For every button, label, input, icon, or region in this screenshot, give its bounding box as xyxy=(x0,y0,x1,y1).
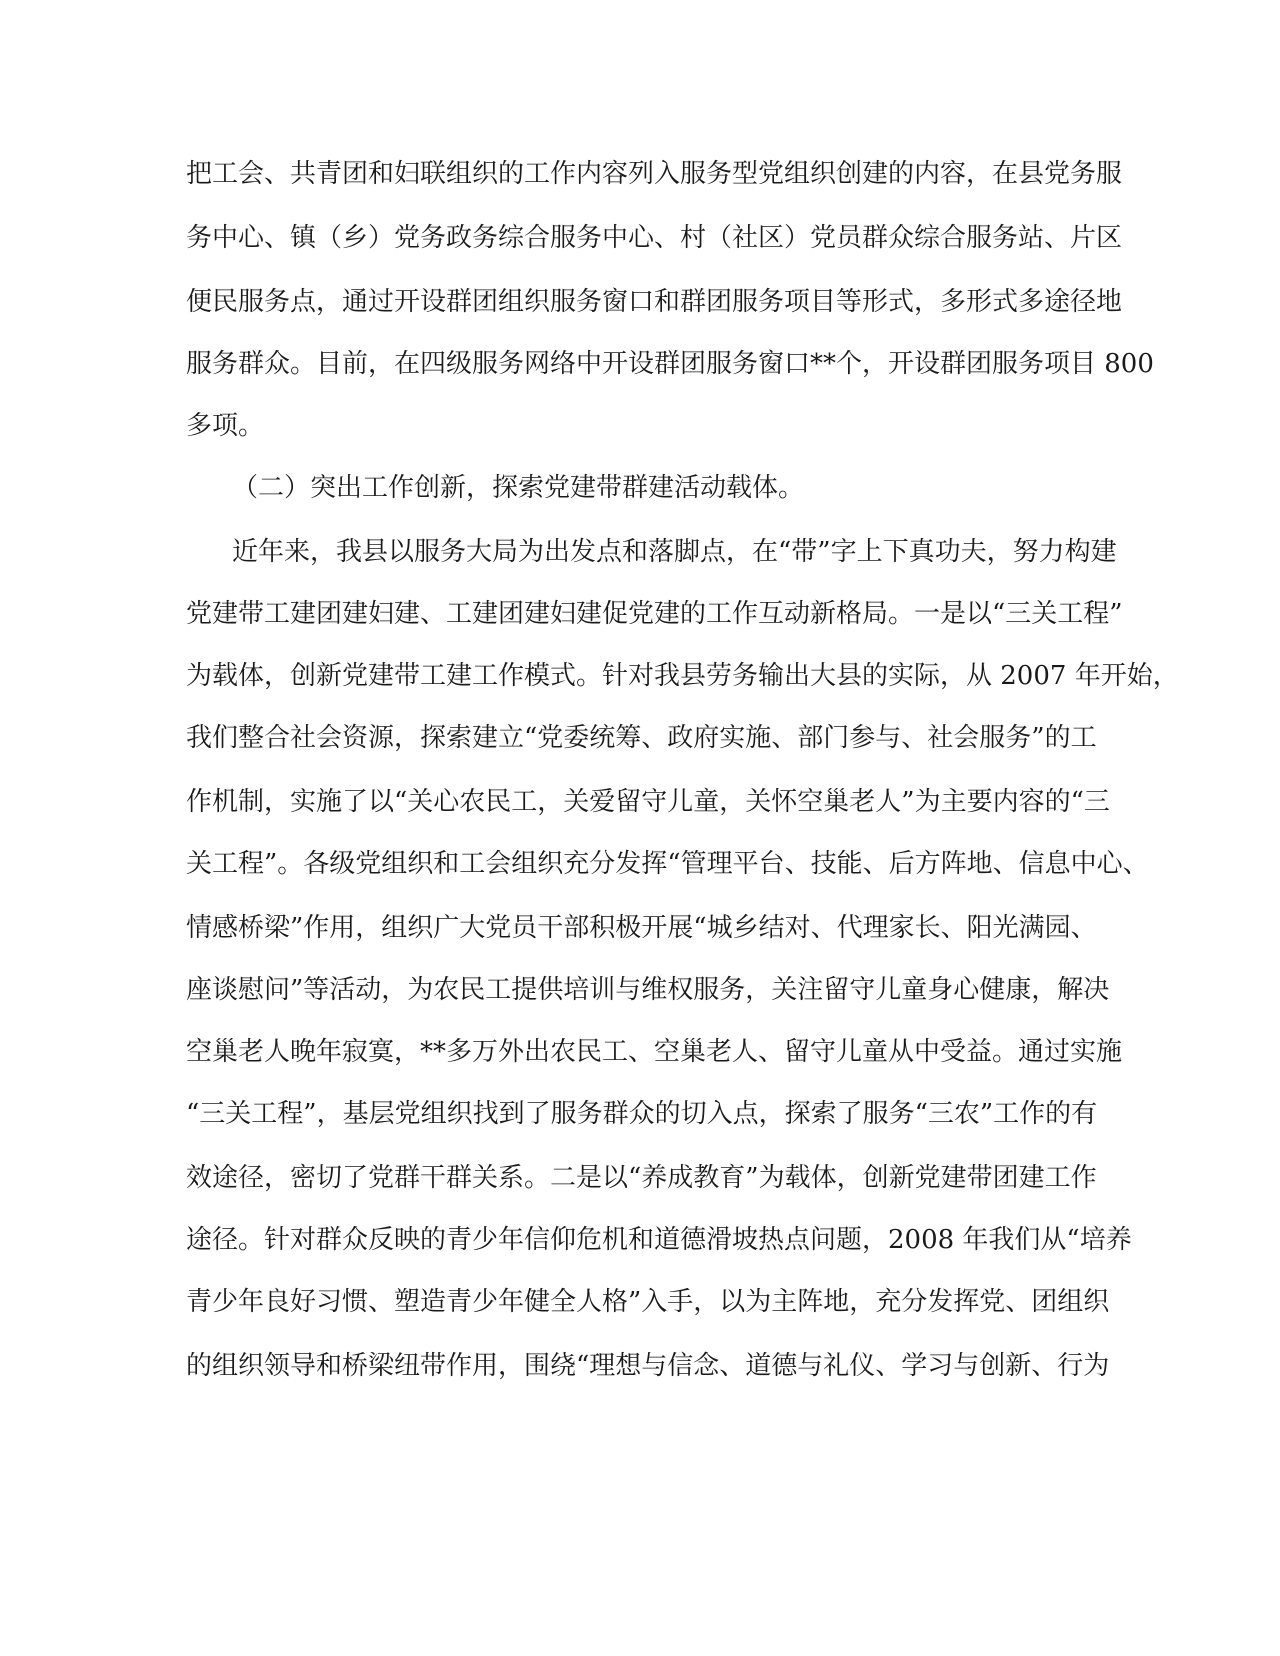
text-line: 作机制，实施了以“关心农民工，关爱留守儿童，关怀空巢老人”为主要内容的“三 xyxy=(186,787,1110,817)
text-line: 为载体，创新党建带工建工作模式。针对我县劳务输出大县的实际，从 2007 年开始， xyxy=(186,661,1179,691)
text-line: 把工会、共青团和妇联组织的工作内容列入服务型党组织创建的内容，在县党务服 xyxy=(186,159,1123,189)
text-line: 务中心、镇（乡）党务政务综合服务中心、村（社区）党员群众综合服务站、片区 xyxy=(186,223,1123,253)
text-line: 党建带工建团建妇建、工建团建妇建促党建的工作互动新格局。一是以“三关工程” xyxy=(186,599,1123,629)
paragraph-first-line: 近年来，我县以服务大局为出发点和落脚点，在“带”字上下真功夫，努力构建 xyxy=(232,537,1117,567)
text-line: 多项。 xyxy=(186,411,265,441)
text-line: 空巢老人晚年寂寞，**多万外出农民工、空巢老人、留守儿童从中受益。通过实施 xyxy=(186,1037,1123,1067)
text-line: 途径。针对群众反映的青少年信仰危机和道德滑坡热点问题，2008 年我们从“培养 xyxy=(186,1225,1132,1255)
text-line: 效途径，密切了党群干群关系。二是以“养成教育”为载体，创新党建带团建工作 xyxy=(186,1163,1097,1193)
text-line: 关工程”。各级党组织和工会组织充分发挥“管理平台、技能、后方阵地、信息中心、 xyxy=(186,849,1149,879)
section-heading: （二）突出工作创新，探索党建带群建活动载体。 xyxy=(232,473,805,503)
text-line: 的组织领导和桥梁纽带作用，围绕“理想与信念、道德与礼仪、学习与创新、行为 xyxy=(186,1351,1110,1381)
text-line: 我们整合社会资源，探索建立“党委统筹、政府实施、部门参与、社会服务”的工 xyxy=(186,723,1097,753)
text-line: 便民服务点，通过开设群团组织服务窗口和群团服务项目等形式，多形式多途径地 xyxy=(186,287,1123,317)
text-line: 情感桥梁”作用，组织广大党员干部积极开展“城乡结对、代理家长、阳光满园、 xyxy=(186,913,1097,943)
text-line: “三关工程”，基层党组织找到了服务群众的切入点，探索了服务“三农”工作的有 xyxy=(186,1099,1098,1129)
text-line: 座谈慰问”等活动，为农民工提供培训与维权服务，关注留守儿童身心健康，解决 xyxy=(186,975,1110,1005)
text-line: 服务群众。目前，在四级服务网络中开设群团服务窗口**个，开设群团服务项目 800 xyxy=(186,349,1154,379)
text-line: 青少年良好习惯、塑造青少年健全人格”入手，以为主阵地，充分发挥党、团组织 xyxy=(186,1287,1110,1317)
